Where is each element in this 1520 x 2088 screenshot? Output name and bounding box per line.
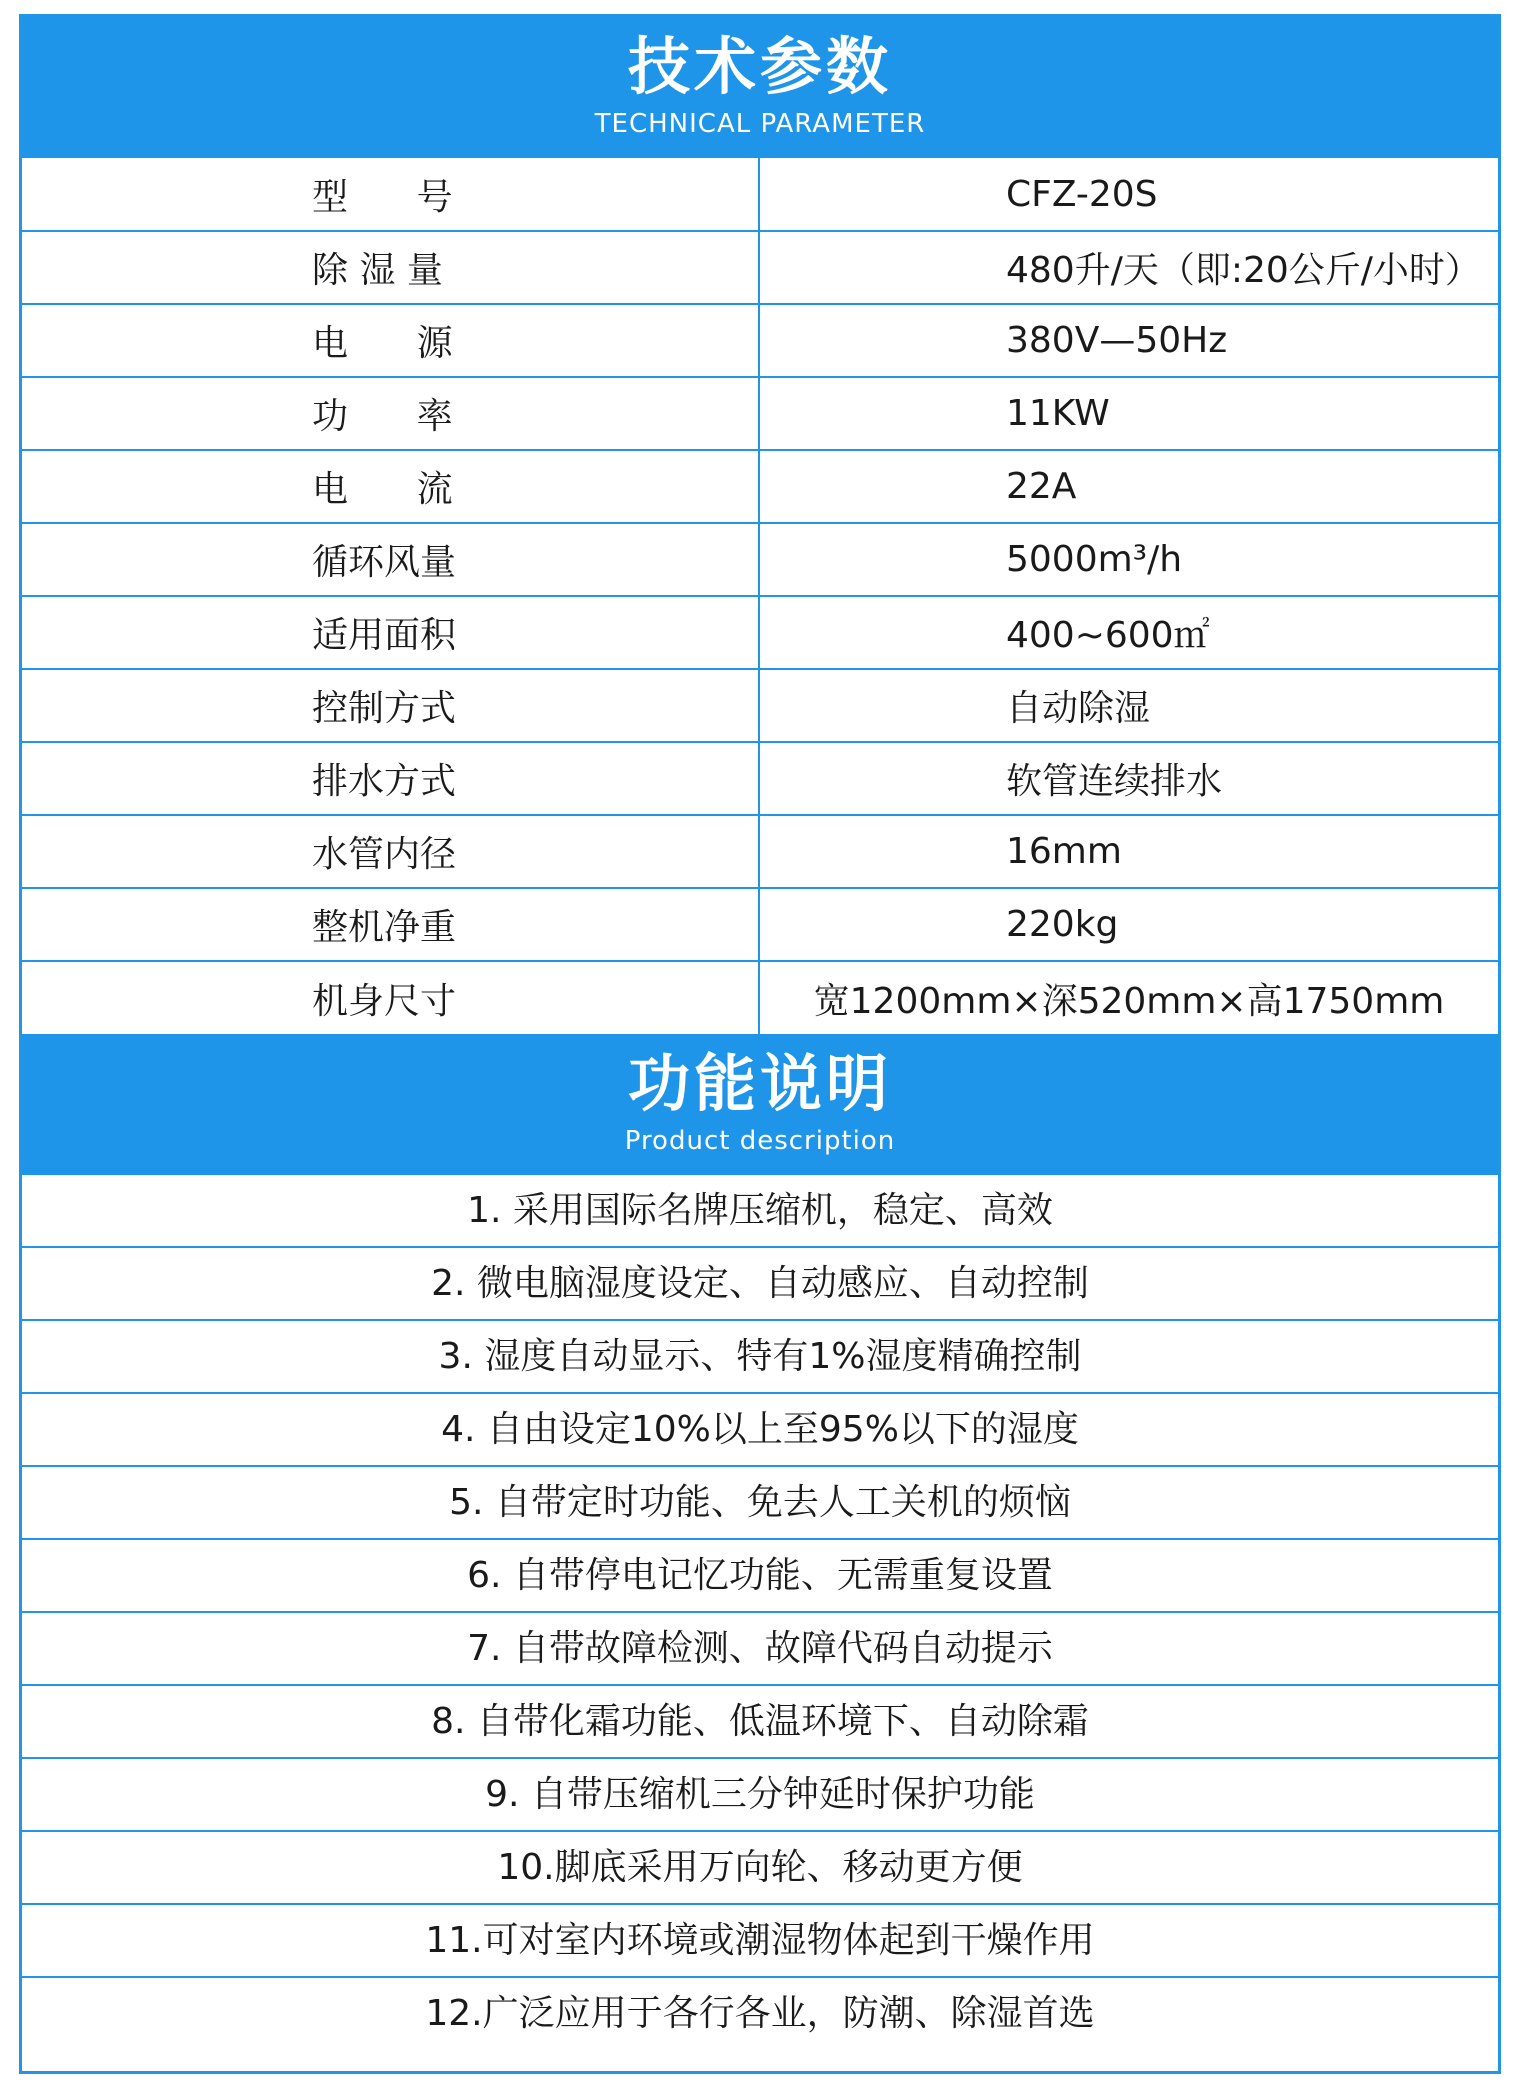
- spec-value: 16mm: [759, 815, 1498, 888]
- list-item: 1. 采用国际名牌压缩机，稳定、高效: [22, 1175, 1498, 1248]
- feature-list: [22, 1175, 1498, 2049]
- spec-label: 循环风量: [22, 523, 759, 596]
- list-item: 4. 自由设定10%以上至95%以下的湿度: [22, 1394, 1498, 1467]
- spec-label: 排水方式: [22, 742, 759, 815]
- spec-value: 22A: [759, 450, 1498, 523]
- spec-value: 380V—50Hz: [759, 304, 1498, 377]
- list-item: 7. 自带故障检测、故障代码自动提示: [22, 1613, 1498, 1686]
- spec-value: 11KW: [759, 377, 1498, 450]
- list-item: 3. 湿度自动显示、特有1%湿度精确控制: [22, 1321, 1498, 1394]
- list-item: 11.可对室内环境或潮湿物体起到干燥作用: [22, 1905, 1498, 1978]
- spec-label: 机身尺寸: [22, 961, 759, 1034]
- spec-label: 功 率: [22, 377, 759, 450]
- spec-value: 自动除湿: [759, 669, 1498, 742]
- spec-label: 控制方式: [22, 669, 759, 742]
- section-title: 技术参数: [627, 30, 892, 103]
- list-item: 8. 自带化霜功能、低温环境下、自动除霜: [22, 1686, 1498, 1759]
- spec-value: 400~600㎡: [759, 596, 1498, 669]
- spec-label: 电 流: [22, 450, 759, 523]
- spec-label: 除 湿 量: [22, 231, 759, 304]
- spec-label: 适用面积: [22, 596, 759, 669]
- table-row: [22, 304, 1498, 377]
- spec-value: 5000m³/h: [759, 523, 1498, 596]
- spec-label: 电 源: [22, 304, 759, 377]
- table-row: [22, 669, 1498, 742]
- spec-value: 软管连续排水: [759, 742, 1498, 815]
- section-subtitle: Product description: [624, 1126, 896, 1156]
- table-row: [22, 523, 1498, 596]
- table-row: [22, 450, 1498, 523]
- spec-value: 220kg: [759, 888, 1498, 961]
- table-row: [22, 961, 1498, 1034]
- list-item: 10.脚底采用万向轮、移动更方便: [22, 1832, 1498, 1905]
- spec-label: 整机净重: [22, 888, 759, 961]
- list-item: 6. 自带停电记忆功能、无需重复设置: [22, 1540, 1498, 1613]
- list-item: 9. 自带压缩机三分钟延时保护功能: [22, 1759, 1498, 1832]
- table-row: [22, 596, 1498, 669]
- table-row: [22, 377, 1498, 450]
- table-row: [22, 231, 1498, 304]
- section-subtitle: TECHNICAL PARAMETER: [594, 109, 926, 139]
- product-description-banner: [22, 1034, 1498, 1175]
- section-title: 功能说明: [627, 1047, 892, 1120]
- list-item: 12.广泛应用于各行各业，防潮、除湿首选: [425, 1993, 1095, 2034]
- list-item: 2. 微电脑湿度设定、自动感应、自动控制: [22, 1248, 1498, 1321]
- spec-label: 水管内径: [22, 815, 759, 888]
- table-row: [22, 815, 1498, 888]
- spec-sheet: [19, 14, 1501, 2074]
- spec-value: CFZ-20S: [759, 158, 1498, 231]
- table-row: [22, 158, 1498, 231]
- spec-table: [22, 158, 1498, 1034]
- technical-parameter-banner: [22, 17, 1498, 158]
- spec-value: 480升/天（即:20公斤/小时）: [759, 231, 1498, 304]
- list-item: 5. 自带定时功能、免去人工关机的烦恼: [22, 1467, 1498, 1540]
- table-row: [22, 742, 1498, 815]
- spec-label: 型 号: [22, 158, 759, 231]
- spec-value: 宽1200mm×深520mm×高1750mm: [813, 980, 1445, 1022]
- table-row: [22, 888, 1498, 961]
